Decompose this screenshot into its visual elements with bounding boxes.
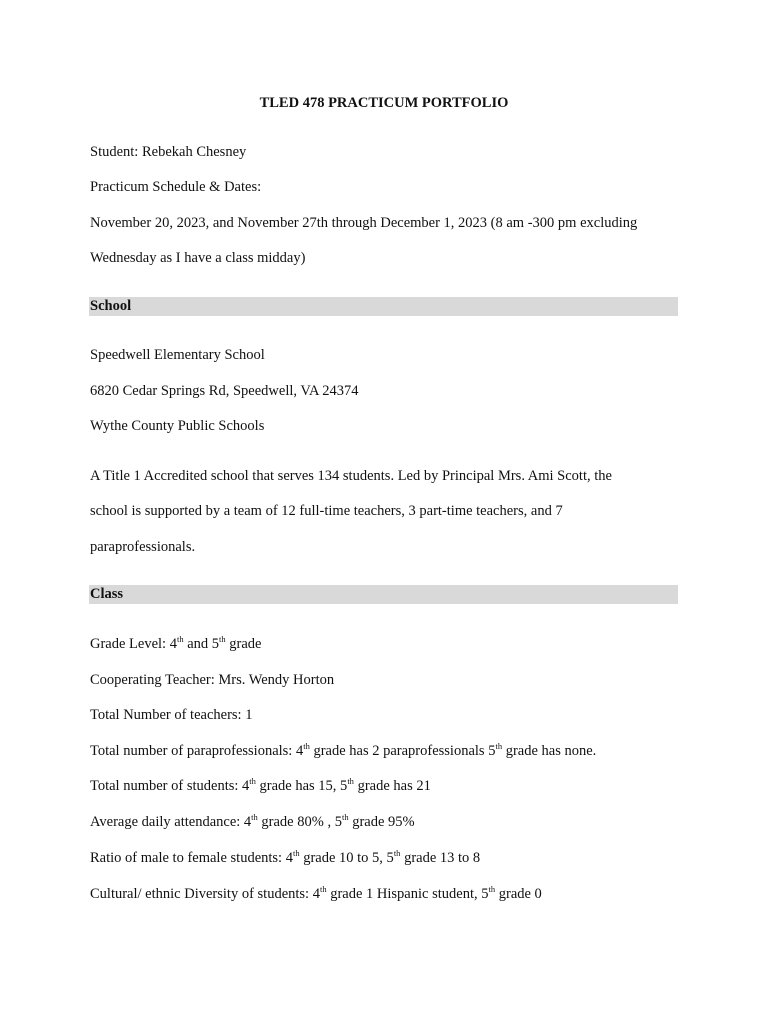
total-teachers: Total Number of teachers: 1: [90, 707, 253, 723]
section-title-school: School: [90, 298, 132, 314]
school-district: Wythe County Public Schools: [90, 418, 265, 434]
grade-level: Grade Level: 4th and 5th grade: [90, 634, 262, 652]
cultural-diversity: Cultural/ ethnic Diversity of students: 4th grade 1 Hispanic student, 5th grade 0: [90, 884, 542, 902]
section-header-class: [89, 585, 678, 604]
schedule-dates-line-2: Wednesday as I have a class midday): [90, 250, 306, 266]
total-students: Total number of students: 4th grade has 15, 5th grade has 21: [90, 776, 431, 794]
cooperating-teacher: Cooperating Teacher: Mrs. Wendy Horton: [90, 672, 335, 688]
school-name: Speedwell Elementary School: [90, 347, 265, 363]
school-description-line-2: school is supported by a team of 12 full-time teachers, 3 part-time teachers, and 7: [90, 503, 563, 519]
document-title: TLED 478 PRACTICUM PORTFOLIO: [259, 95, 509, 111]
school-address: 6820 Cedar Springs Rd, Speedwell, VA 24374: [90, 383, 359, 399]
section-title-class: Class: [90, 586, 124, 602]
school-description-line-3: paraprofessionals.: [90, 539, 196, 555]
section-header-school: [89, 297, 678, 316]
schedule-heading: Practicum Schedule & Dates:: [90, 179, 262, 195]
schedule-dates-line-1: November 20, 2023, and November 27th through December 1, 2023 (8 am -300 pm excluding: [90, 215, 638, 231]
male-female-ratio: Ratio of male to female students: 4th grade 10 to 5, 5th grade 13 to 8: [90, 848, 481, 866]
total-paraprofessionals: Total number of paraprofessionals: 4th grade has 2 paraprofessionals 5th grade has none.: [90, 741, 597, 759]
average-daily-attendance: Average daily attendance: 4th grade 80% , 5th grade 95%: [90, 812, 415, 830]
school-description-line-1: A Title 1 Accredited school that serves 134 students. Led by Principal Mrs. Ami Scott, the: [90, 468, 612, 484]
student-name: Student: Rebekah Chesney: [90, 144, 247, 160]
